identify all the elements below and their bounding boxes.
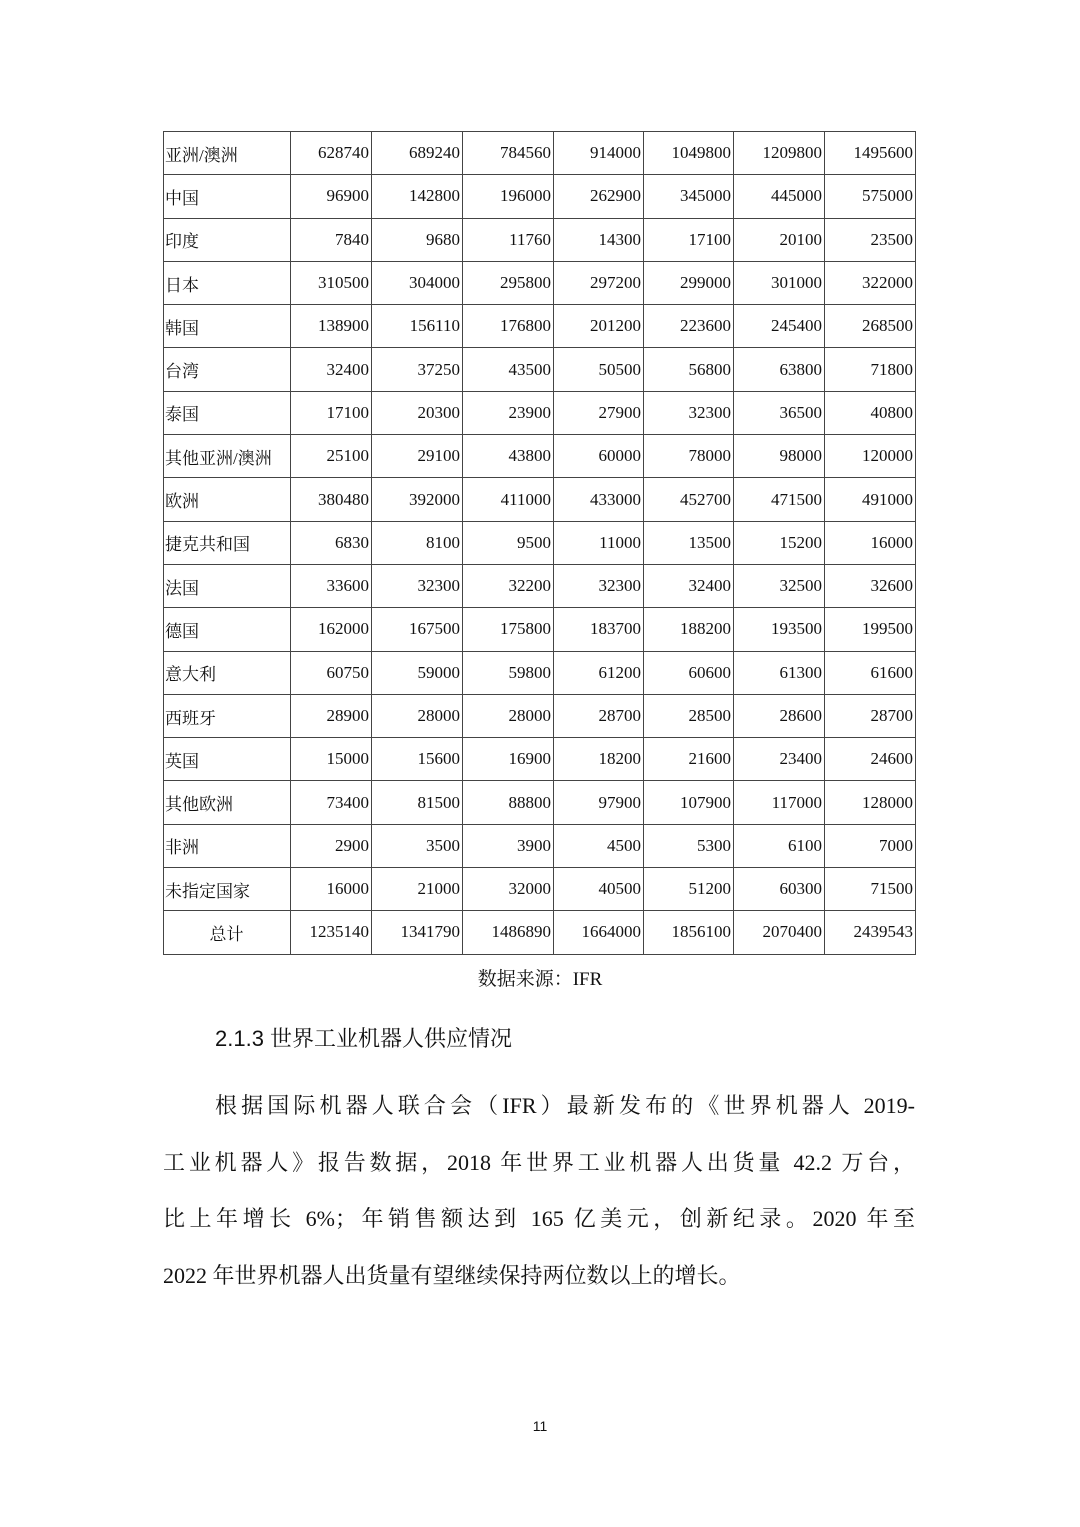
row-label: 总计 [164,911,291,954]
paragraph-line: 工业机器人》报告数据，2018 年世界工业机器人出货量 42.2 万台， [163,1149,915,1175]
table-cell: 59800 [463,651,554,694]
table-total-row [164,911,916,954]
table-cell: 97900 [554,781,644,824]
table-row [164,781,916,824]
table-cell: 36500 [734,391,825,434]
table-cell: 60300 [734,868,825,911]
table-cell: 32300 [554,564,644,607]
table-cell: 16000 [825,521,916,564]
table-cell: 9500 [463,521,554,564]
table-row [164,175,916,218]
table-cell: 914000 [554,132,644,175]
row-label: 亚洲/澳洲 [164,132,291,175]
table-cell: 28900 [291,694,372,737]
table-cell: 392000 [372,478,463,521]
table-row [164,305,916,348]
table-cell: 196000 [463,175,554,218]
table-cell: 628740 [291,132,372,175]
table-cell: 183700 [554,608,644,651]
table-cell: 1664000 [554,911,644,954]
table-cell: 9680 [372,218,463,261]
table-cell: 3500 [372,824,463,867]
table-cell: 138900 [291,305,372,348]
section-heading: 2.1.3 世界工业机器人供应情况 [215,1026,513,1051]
row-label: 韩国 [164,305,291,348]
table-cell: 23500 [825,218,916,261]
table-cell: 61600 [825,651,916,694]
table-cell: 380480 [291,478,372,521]
row-label: 其他欧洲 [164,781,291,824]
paragraph-line: 根据国际机器人联合会（IFR）最新发布的《世界机器人 2019- [215,1093,915,1118]
table-cell: 2439543 [825,911,916,954]
table-cell: 43800 [463,435,554,478]
table-cell: 201200 [554,305,644,348]
table-cell: 32000 [463,868,554,911]
table-cell: 1486890 [463,911,554,954]
table-cell: 59000 [372,651,463,694]
table-cell: 11760 [463,218,554,261]
table-cell: 16900 [463,738,554,781]
table-cell: 120000 [825,435,916,478]
table-row [164,218,916,261]
table-cell: 50500 [554,348,644,391]
table-cell: 7000 [825,824,916,867]
table-cell: 60600 [644,651,734,694]
table-cell: 81500 [372,781,463,824]
table-cell: 223600 [644,305,734,348]
row-label: 西班牙 [164,694,291,737]
table-cell: 71800 [825,348,916,391]
table-cell: 322000 [825,261,916,304]
table-cell: 310500 [291,261,372,304]
table-cell: 32600 [825,564,916,607]
table-cell: 11000 [554,521,644,564]
table-cell: 32200 [463,564,554,607]
table-cell: 193500 [734,608,825,651]
table-row [164,521,916,564]
table-cell: 433000 [554,478,644,521]
table-cell: 73400 [291,781,372,824]
table-cell: 491000 [825,478,916,521]
table-cell: 43500 [463,348,554,391]
table-cell: 1049800 [644,132,734,175]
table-cell: 63800 [734,348,825,391]
table-cell: 128000 [825,781,916,824]
table-cell: 20300 [372,391,463,434]
table-cell: 175800 [463,608,554,651]
table-cell: 15600 [372,738,463,781]
table-row [164,824,916,867]
table-cell: 32400 [291,348,372,391]
paragraph-line: 比上年增长 6%；年销售额达到 165 亿美元，创新纪录。2020 年至 [163,1206,915,1231]
table-row [164,478,916,521]
table-cell: 17100 [644,218,734,261]
table-cell: 23400 [734,738,825,781]
table-cell: 188200 [644,608,734,651]
table-cell: 6830 [291,521,372,564]
row-label: 捷克共和国 [164,521,291,564]
table-cell: 51200 [644,868,734,911]
table-cell: 1209800 [734,132,825,175]
row-label: 德国 [164,608,291,651]
table-cell: 2900 [291,824,372,867]
table-cell: 142800 [372,175,463,218]
table-cell: 32300 [644,391,734,434]
table-cell: 1235140 [291,911,372,954]
row-label: 欧洲 [164,478,291,521]
table-cell: 28700 [554,694,644,737]
table-cell: 28000 [372,694,463,737]
table-cell: 56800 [644,348,734,391]
table-cell: 3900 [463,824,554,867]
table-row [164,608,916,651]
table-cell: 199500 [825,608,916,651]
table-cell: 15000 [291,738,372,781]
table-cell: 13500 [644,521,734,564]
table-cell: 61300 [734,651,825,694]
paragraph-line: 2022 年世界机器人出货量有望继续保持两位数以上的增长。 [163,1262,741,1288]
row-label: 中国 [164,175,291,218]
table-cell: 33600 [291,564,372,607]
table-cell: 40800 [825,391,916,434]
table-cell: 299000 [644,261,734,304]
table-cell: 107900 [644,781,734,824]
row-label: 台湾 [164,348,291,391]
table-cell: 784560 [463,132,554,175]
table-row [164,348,916,391]
table-cell: 17100 [291,391,372,434]
table-cell: 61200 [554,651,644,694]
table-cell: 167500 [372,608,463,651]
table-cell: 452700 [644,478,734,521]
table-cell: 21600 [644,738,734,781]
table-row [164,435,916,478]
row-label: 日本 [164,261,291,304]
table-cell: 689240 [372,132,463,175]
robot-shipments-table [163,131,916,955]
table-row [164,261,916,304]
row-label: 泰国 [164,391,291,434]
table-cell: 21000 [372,868,463,911]
row-label: 其他亚洲/澳洲 [164,435,291,478]
table-cell: 23900 [463,391,554,434]
table-cell: 5300 [644,824,734,867]
table-cell: 8100 [372,521,463,564]
table-cell: 1856100 [644,911,734,954]
table-cell: 88800 [463,781,554,824]
table-cell: 4500 [554,824,644,867]
table-cell: 25100 [291,435,372,478]
table-cell: 37250 [372,348,463,391]
table-cell: 2070400 [734,911,825,954]
table-cell: 40500 [554,868,644,911]
table-cell: 96900 [291,175,372,218]
table-cell: 32500 [734,564,825,607]
table-cell: 176800 [463,305,554,348]
table-cell: 60750 [291,651,372,694]
table-cell: 29100 [372,435,463,478]
table-row [164,132,916,175]
row-label: 未指定国家 [164,868,291,911]
page-number: 11 [532,1418,548,1434]
body-paragraph [163,1088,915,1314]
table-cell: 162000 [291,608,372,651]
table-cell: 301000 [734,261,825,304]
row-label: 法国 [164,564,291,607]
table-cell: 24600 [825,738,916,781]
table-cell: 14300 [554,218,644,261]
table-cell: 32400 [644,564,734,607]
table-cell: 7840 [291,218,372,261]
row-label: 意大利 [164,651,291,694]
table-cell: 411000 [463,478,554,521]
table-row [164,564,916,607]
table-cell: 28500 [644,694,734,737]
table-cell: 268500 [825,305,916,348]
table-cell: 156110 [372,305,463,348]
row-label: 英国 [164,738,291,781]
table-row [164,651,916,694]
table-cell: 445000 [734,175,825,218]
table-cell: 60000 [554,435,644,478]
table-cell: 471500 [734,478,825,521]
table-cell: 28600 [734,694,825,737]
table-row [164,391,916,434]
row-label: 印度 [164,218,291,261]
table-row [164,738,916,781]
table-cell: 78000 [644,435,734,478]
table-cell: 262900 [554,175,644,218]
table-cell: 27900 [554,391,644,434]
table-cell: 6100 [734,824,825,867]
table-cell: 28700 [825,694,916,737]
table-cell: 295800 [463,261,554,304]
row-label: 非洲 [164,824,291,867]
table-cell: 1341790 [372,911,463,954]
table-cell: 297200 [554,261,644,304]
table-cell: 117000 [734,781,825,824]
table-cell: 28000 [463,694,554,737]
table-cell: 575000 [825,175,916,218]
table-cell: 15200 [734,521,825,564]
table-cell: 20100 [734,218,825,261]
table-source-caption: 数据来源：IFR [477,969,603,990]
table-cell: 1495600 [825,132,916,175]
table-cell: 345000 [644,175,734,218]
table-cell: 18200 [554,738,644,781]
table-cell: 32300 [372,564,463,607]
table-row [164,694,916,737]
table-row [164,868,916,911]
table-cell: 245400 [734,305,825,348]
table-cell: 16000 [291,868,372,911]
table-cell: 71500 [825,868,916,911]
table-cell: 304000 [372,261,463,304]
table-cell: 98000 [734,435,825,478]
